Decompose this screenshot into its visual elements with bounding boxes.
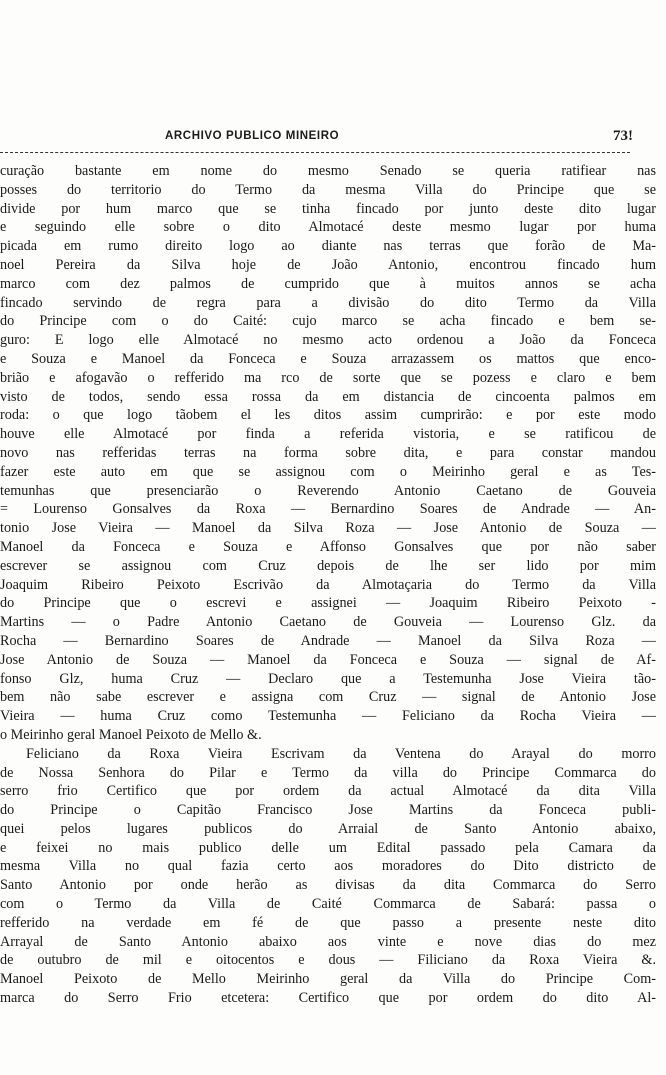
text-line: posses do territorio do Termo da mesma Villa do Principe que se — [0, 181, 656, 198]
body-text — [0, 162, 660, 1008]
header-title: ARCHIVO PUBLICO MINEIRO — [165, 130, 340, 142]
text-line: noel Pereira da Silva hoje de João Antonio, encontrou fincado hum — [0, 256, 656, 273]
text-line: temunhas que presenciarão o Reverendo Antonio Caetano de Gouveia — [0, 482, 656, 499]
text-line: escrever se assignou com Cruz depois de lhe ser lido por mim — [0, 557, 656, 574]
text-line: Jose Antonio de Souza — Manoel da Fonceca e Souza — signal de Af- — [0, 651, 656, 668]
text-line: fazer este auto em que se assignou com o Meirinho geral e as Tes- — [0, 463, 656, 480]
text-line: Vieira — huma Cruz como Testemunha — Feliciano da Rocha Vieira — — [0, 708, 656, 725]
text-line: picada em rumo direito logo ao diante nas terras que forão de Ma- — [0, 238, 656, 255]
text-line: e feixei no mais publico delle um Edital passado pela Camara da — [0, 839, 656, 856]
text-line: do Principe o Capitão Francisco Jose Martins da Fonceca publi- — [0, 802, 656, 819]
text-line: serro frio Certifico que por ordem da actual Almotacé da dita Villa — [0, 783, 656, 800]
text-line: refferido na verdade em fé de que passo a presente neste dito — [0, 914, 656, 931]
text-line: o Meirinho geral Manoel Peixoto de Mello &. — [0, 726, 262, 743]
text-line: fonso Glz, huma Cruz — Declaro que a Testemunha Jose Vieira tão- — [0, 670, 656, 687]
text-line: Manoel Peixoto de Mello Meirinho geral da Villa do Principe Com- — [0, 971, 656, 988]
text-line: marca do Serro Frio etcetera: Certifico que por ordem do dito Al- — [0, 990, 656, 1007]
text-line: curação bastante em nome do mesmo Senado se queria ratifiear nas — [0, 163, 656, 179]
page-number: 73! — [613, 128, 633, 144]
text-line: Martins — o Padre Antonio Caetano de Gouveia — Lourenso Glz. da — [0, 614, 656, 631]
text-line: houve elle Almotacé por finda a referida vistoria, e se ratificou de — [0, 426, 656, 443]
text-line: = Lourenso Gonsalves da Roxa — Bernardino Soares de Andrade — An- — [0, 501, 656, 518]
text-line: divide por hum marco que se tinha fincado por junto deste dito lugar — [0, 200, 656, 217]
text-line: mesma Villa no qual fazia certo aos moradores do Dito districto de — [0, 858, 656, 875]
text-line: bem não sabe escrever e assigna com Cruz — signal de Antonio Jose — [0, 689, 656, 706]
text-line: fincado servindo de regra para a divisão do dito Termo da Villa — [0, 294, 656, 311]
text-line: de Nossa Senhora do Pilar e Termo da villa do Principe Commarca do — [0, 764, 656, 781]
text-line: novo nas refferidas terras na forma sobre dita, e para constar mandou — [0, 444, 656, 461]
text-line: Santo Antonio por onde herão as divisas da dita Commarca do Serro — [0, 877, 656, 894]
text-line: tonio Jose Vieira — Manoel da Silva Roza — Jose Antonio de Souza — — [0, 520, 656, 537]
text-line: Joaquim Ribeiro Peixoto Escrivão da Almotaçaria do Termo da Villa — [0, 576, 656, 593]
text-line: marco com dez palmos de cumprido que à muitos annos se acha — [0, 275, 656, 292]
text-line: roda: o que logo tãobem el les ditos assim cumprirão: e por este modo — [0, 407, 656, 424]
header-divider — [0, 152, 630, 153]
text-line: Manoel da Fonceca e Souza e Affonso Gonsalves que por não saber — [0, 538, 656, 555]
text-line: quei pelos lugares publicos do Arraial de Santo Antonio abaixo, — [0, 820, 656, 837]
text-line: visto de todos, sendo essa rossa da em distancia de cincoenta palmos em — [0, 388, 656, 405]
text-line: do Principe com o do Caité: cujo marco se acha fincado e bem se- — [0, 313, 656, 330]
text-line: com o Termo da Villa de Caité Commarca de Sabará: passa o — [0, 896, 656, 913]
text-line: do Principe que o escrevi e assignei — Joaquim Ribeiro Peixoto - — [0, 595, 656, 612]
text-line: de outubro de mil e oitocentos e dous — Filiciano da Roxa Vieira &. — [0, 952, 656, 969]
text-line: e Souza e Manoel da Fonceca e Souza arrazassem os mattos que enco- — [0, 350, 656, 367]
text-line: Rocha — Bernardino Soares de Andrade — Manoel da Silva Roza — — [0, 632, 656, 649]
text-line: brião e afogavão o refferido ma rco de sorte que se pozess e claro e bem — [0, 369, 656, 386]
text-line: guro: E logo elle Almotacé no mesmo acto ordenou a João da Fonceca — [0, 332, 656, 349]
text-line: Arrayal de Santo Antonio abaixo aos vinte e nove dias do mez — [0, 933, 656, 950]
text-line: Feliciano da Roxa Vieira Escrivam da Ventena do Arayal do morro — [26, 745, 656, 762]
running-header — [0, 128, 666, 150]
text-line: e seguindo elle sobre o dito Almotacé deste mesmo lugar por huma — [0, 219, 656, 236]
